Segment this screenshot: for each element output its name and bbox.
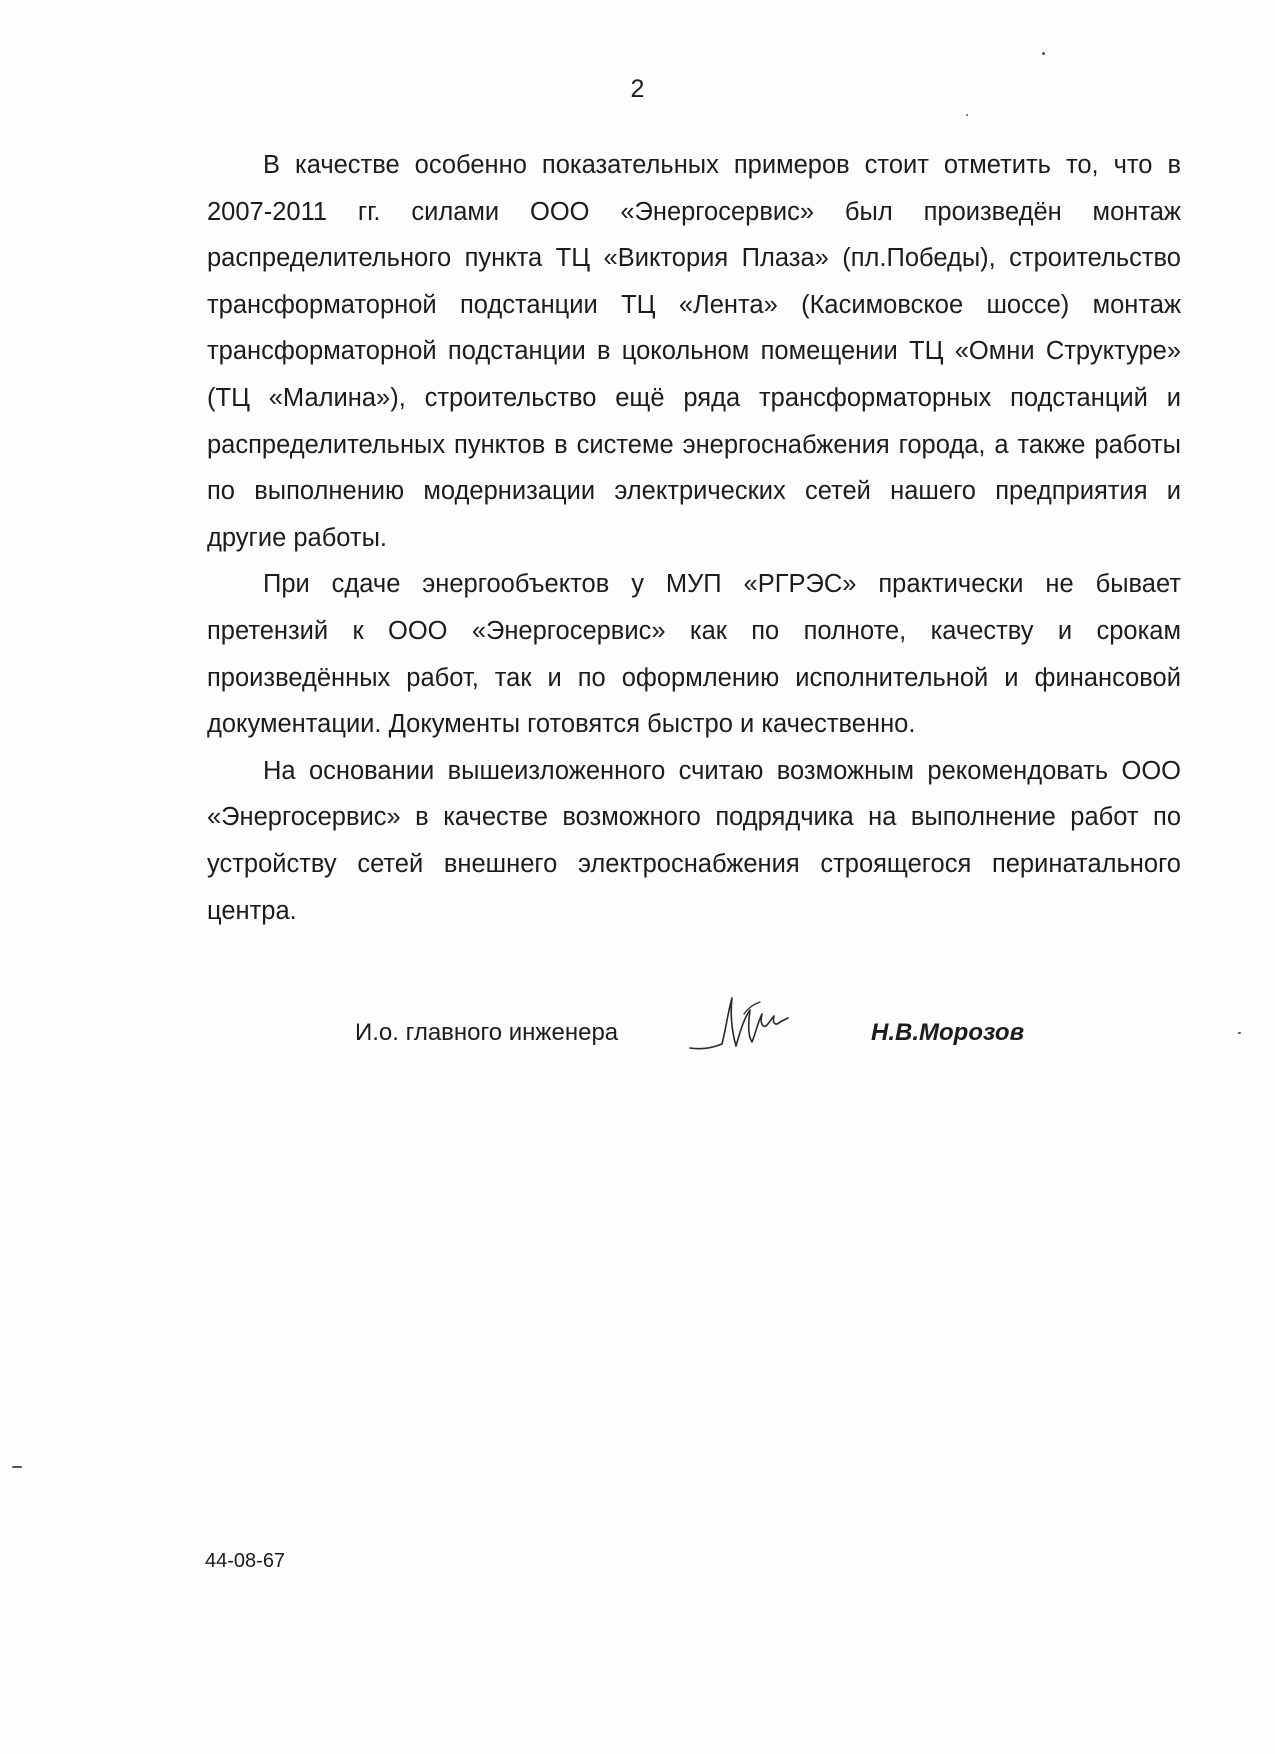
footer-phone-code: 44-08-67: [205, 1550, 286, 1572]
paragraph-recommendation: На основании вышеизложенного считаю возможным рекомендовать ООО «Энергосервис» в качестве возможного подрядчика на выполнение работ по устройству сетей внешнего электроснабжения строящегося перинатального центра.: [207, 756, 1181, 925]
paragraph-examples: В качестве особенно показательных примеров стоит отметить то, что в 2007-2011 гг. силами ООО «Энергосервис» был произведён монтаж распределительного пункта ТЦ «Виктория Плаза» (пл.Победы), строительство трансформаторной подстанции ТЦ «Лента» (Касимовское шоссе) монтаж трансформаторной подстанции в цокольном помещении ТЦ «Омни Структуре» (ТЦ «Малина»), строительство ещё ряда трансформаторных подстанций и распределительных пунктов в системе энергоснабжения города, а также работы по выполнению модернизации электрических сетей нашего предприятия и другие работы.: [207, 151, 1181, 552]
scan-speck: [12, 1466, 22, 1468]
paragraph-acceptance: При сдаче энергообъектов у МУП «РГРЭС» практически не бывает претензий к ООО «Энергосервис» как по полноте, качеству и срокам произведённых работ, так и по оформлению исполнительной и финансовой документации. Документы готовятся быстро и качественно.: [207, 570, 1181, 739]
handwritten-signature: [682, 988, 802, 1060]
scan-speck: [1238, 1032, 1241, 1034]
signer-name: Н.В.Морозов: [871, 1019, 1025, 1046]
signature-block: [0, 980, 1275, 1070]
signer-title: И.о. главного инженера: [355, 1019, 619, 1046]
letter-body: [207, 142, 1181, 934]
scan-speck: [966, 114, 968, 116]
scan-speck: [1042, 52, 1045, 55]
page-number: 2: [630, 75, 645, 103]
